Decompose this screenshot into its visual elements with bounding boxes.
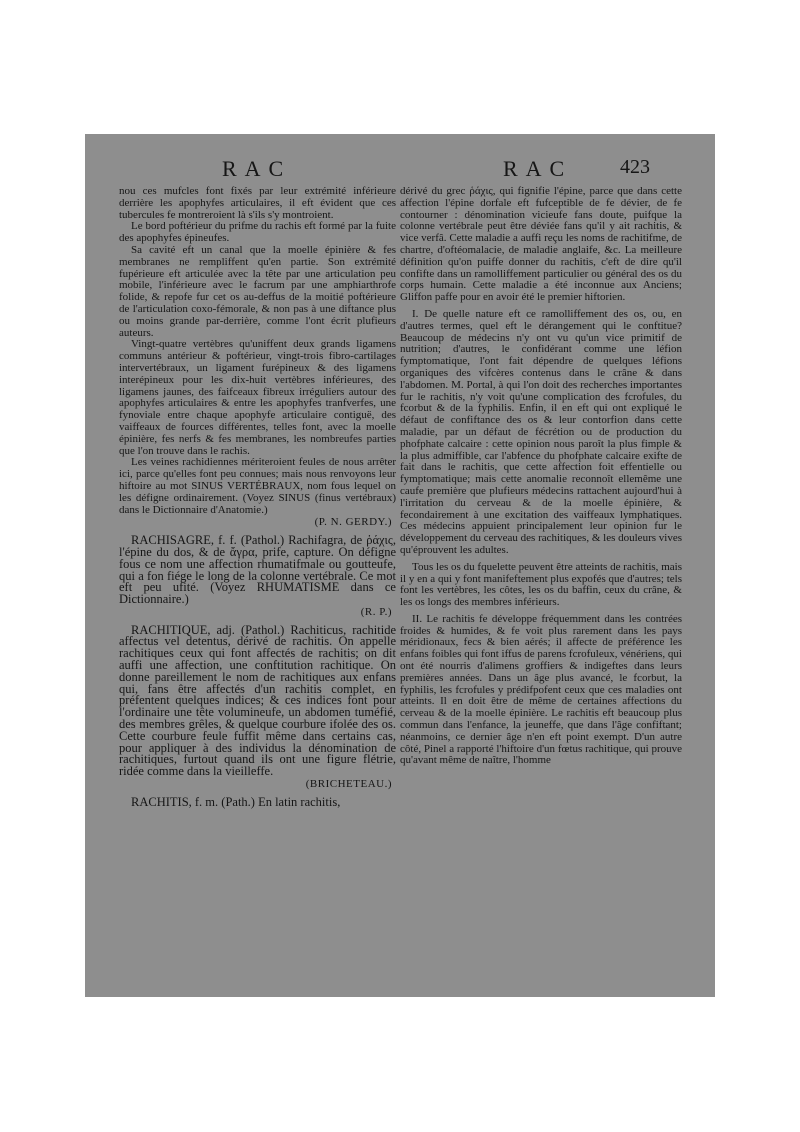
entry-rachisagre [119, 535, 396, 619]
author-signature: (P. N. GERDY.) [314, 516, 392, 529]
paragraph: nou ces mufcles font fixés par leur extrémité inférieure derrière les apophyfes articulaires, il eft évident que ces tubercules fe montreroient là s'ils s'y montroient. [119, 185, 396, 221]
entry-rachitique [119, 622, 396, 791]
paragraph: dérivé du grec ῥάχις, qui fignifie l'épine, parce que dans cette affection l'épine dorfale eft fufceptible de fe dévier, de fe contourner : dénomination vicieufe fans doute, puifque la colonne vertébrale peut être déviée fans qu'il y ait rachitis, & vice verfâ. Cette maladie a auffi reçu les noms de rachitifme, de chartre, d'oftéomalacie, de maladie anglaife, &c. La meilleure définition qu'on puiffe donner du rachitis, c'eft de dire qu'il confifte dans un ramolliffement particulier ou général des os du corps humain. Cette maladie a été inconnue aux Anciens; Gliffon paffe pour en avoir été le premier hiftorien. [400, 185, 682, 304]
paragraph: Les veines rachidiennes mériteroient feules de nous arrêter ici, parce qu'elles font peu connues; mais nous renvoyons leur hiftoire au mot SINUS VERTÉBRAUX, nom fous lequel on les défigne ordinairement. (Voyez SINUS (finus vertébraux) dans le Dictionnaire d'Anatomie.) [119, 456, 396, 516]
right-column [400, 186, 682, 767]
author-signature: (R. P.) [360, 605, 392, 618]
left-column [119, 186, 396, 809]
entry-text: RACHITIQUE, adj. (Pathol.) Rachiticus, rachitide affectus vel detentus, dérivé de rachitis. On appelle rachitiques ceux qui font affectés de rachitis; on dit auffi une affection, une conftitution rachitique. On donne pareillement le nom de rachitiques aux enfans qui, fans être affectés d'un rachitis complet, en préfentent quelques indices; & ces indices font pour l'ordinaire une tête volumineufe, un abdomen tuméfié, des membres grêles, & quelque courbure ifolée des os. Cette courbure feule fuffit même dans certains cas, pour appliquer à des individus la dénomination de rachitiques, furtout quand ils ont une figure flétrie, ridée comme dans la vieilleffe. [119, 622, 396, 779]
paragraph: II. Le rachitis fe développe fréquemment dans les contrées froides & humides, & fe voit plus rarement dans les pays méridionaux, fecs & bien aérés; il affecte de préférence les enfans foibles qui font iffus de parens fcrofuleux, vénériens, qui ont été nourris d'alimens groffiers & indigeftes dans leurs premières années. Dans un âge plus avancé, le fcorbut, la fyphilis, les fcrofules y prédifpofent ceux que ces maladies ont atteints. Il en doit être de même de certaines affections du cerveau & de la moelle épinière. Le rachitis eft beaucoup plus commun dans l'enfance, la jeuneffe, que dans l'âge confiftant; néanmoins, ce dernier âge n'en eft point exempt. D'un autre côté, Pinel a rapporté l'hiftoire d'un fœtus rachitique, qui prouve qu'avant même de naître, l'homme [400, 612, 682, 767]
paragraph: Tous les os du fquelette peuvent être atteints de rachitis, mais il y en a qui y font manifeftement plus expofés que d'autres; tels font les vertèbres, les côtes, les os du baffin, ceux du crâne, & les os longs des membres inférieurs. [400, 560, 682, 609]
scanned-page [85, 134, 715, 997]
page-number: 423 [620, 156, 650, 178]
running-head-left: RAC [222, 156, 292, 181]
paragraph: I. De quelle nature eft ce ramolliffement des os, ou, en d'autres termes, quel eft le dérangement qui le conftitue? Beaucoup de médecins n'y ont vu qu'un vice primitif de nutrition; d'autres, le confidérant comme une léfion fymptomatique, l'ont fait dépendre de quelques léfions organiques des vifcères contenus dans le crâne & dans l'abdomen. M. Portal, à qui l'on doit des recherches importantes fur le rachitis, n'y voit qu'une complication des fcrofules, du fcorbut & de la fyphilis. Enfin, il en eft qui ont expliqué le défaut de confiftance des os & leur contorfion dans cette maladie, par un défaut de fécrétion ou de production du phofphate calcaire : cette opinion nous paroît la plus fimple & la plus admiffible, car l'abfence du phofphate calcaire exifte de fait dans le rachitis, que cette affection foit effentielle ou fymptomatique; mais cette anomalie reconnoît ellemême une caufe première que plufieurs médecins rattachent aujourd'hui à l'irritation du cerveau & de la moelle épinière, & fecondairement à une excitation des vaiffeaux lymphatiques. Ces médecins appuient principalement leur opinion fur le développement du cerveau des rachitiques, & les douleurs vives qu'éprouvent les adultes. [400, 307, 682, 556]
running-head-right: RAC [503, 156, 573, 181]
entry-text: RACHISAGRE, f. f. (Pathol.) Rachifagra, de ῥάχις, l'épine du dos, & de ἄγρα, prife, capture. On défigne fous ce nom une affection rhumatifmale ou goutteufe, qui a fon fiége le long de la colonne vertébrale. Ce mot eft peu ufité. (Voyez RHUMATISME dans ce Dictionnaire.) [119, 533, 396, 607]
paragraph: Le bord poftérieur du prifme du rachis eft formé par la fuite des apophyfes épineufes. [119, 220, 396, 245]
paragraph: Sa cavité eft un canal que la moelle épinière & fes membranes ne rempliffent qu'en partie. Son extrémité fupérieure eft articulée avec la tête par une articulation peu mobile, l'inférieure avec le facrum par une amphiarthrofe folide, & repofe fur cet os au-deffus de la moitié poftérieure de l'articulation coxo-fémorale, & non pas à une diftance plus ou moins grande par-derrière, comme l'ont écrit plufieurs auteurs. [119, 243, 396, 339]
entry-rachitis-head: RACHITIS, f. m. (Path.) En latin rachitis, [131, 794, 341, 809]
paragraph: Vingt-quatre vertèbres qu'uniffent deux grands ligamens communs antérieur & poftérieur, vingt-trois fibro-cartilages intervertébraux, un ligament furépineux & des ligamens interépineux pour les dix-huit vertèbres inférieures, des ligamens jaunes, des faifceaux fibreux irréguliers autour des apophyfes articulaires & entre les apophyfes tranfverfes, une fynoviale entre chaque apophyfe articulaire contiguë, des vaiffeaux de fources différentes, telles font, avec la moelle épinière, fes nerfs & fes membranes, les nombreufes parties que l'on trouve dans le rachis. [119, 338, 396, 457]
author-signature: (BRICHETEAU.) [305, 778, 392, 791]
